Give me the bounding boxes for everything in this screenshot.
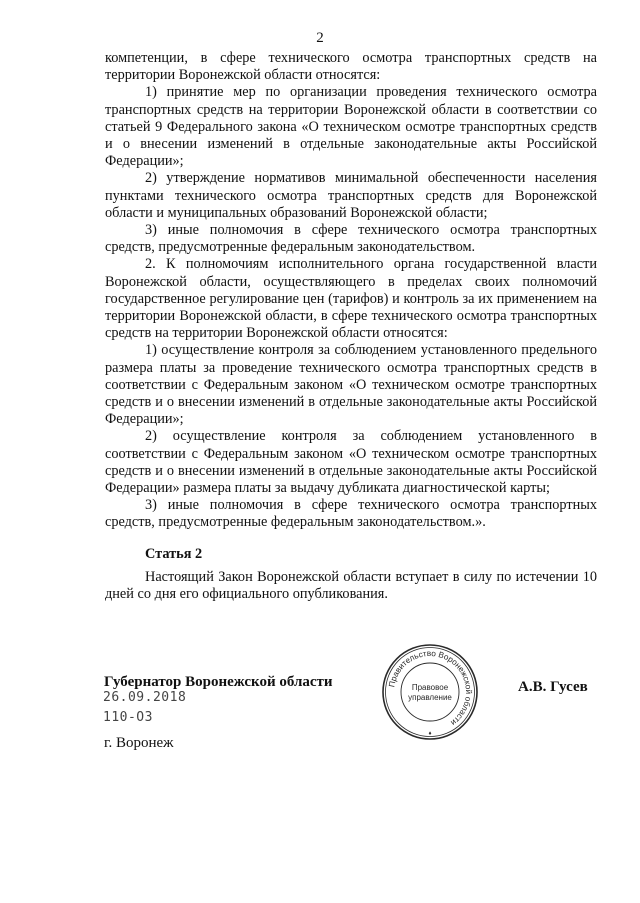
seal-graphic xyxy=(380,642,480,742)
document-body xyxy=(105,50,597,603)
svg-text:управление: управление xyxy=(408,693,452,702)
article-heading: Статья 2 xyxy=(145,545,203,562)
page-number: 2 xyxy=(316,30,324,46)
paragraph: 3) иные полномочия в сфере технического осмотра транспортных средств, предусмотренные федеральным законодательством.». xyxy=(105,497,597,531)
signatory-name: А.В. Гусев xyxy=(518,679,588,695)
law-number: 110-ОЗ xyxy=(103,710,153,725)
paragraph: 1) осуществление контроля за соблюдением установленного предельного размера платы за проведение технического осмотра транспортных средств в соответствии с Федеральным законом «О техническом осмотре транспортных средств и о внесении изменений в отдельные законодательные акты Российской Федерации»; xyxy=(105,342,597,428)
paragraph: 2) осуществление контроля за соблюдением установленного в соответствии с Федеральным законом «О техническом осмотре транспортных средств и о внесении изменений в отдельные законодательные акты Российской Федерации» размера платы за выдачу дубликата диагностической карты; xyxy=(105,428,597,497)
signing-city: г. Воронеж xyxy=(104,735,174,751)
svg-text:♦: ♦ xyxy=(428,731,432,737)
signing-date: 26.09.2018 xyxy=(103,690,187,705)
official-seal xyxy=(380,642,480,742)
svg-text:Правительство Воронежской обла: Правительство Воронежской области xyxy=(387,648,474,728)
paragraph: компетенции, в сфере технического осмотра транспортных средств на территории Воронежской области относятся: xyxy=(105,50,597,84)
article-paragraph: Настоящий Закон Воронежской области вступает в силу по истечении 10 дней со дня его официального опубликования. xyxy=(105,568,597,603)
svg-text:Правовое: Правовое xyxy=(411,683,449,692)
paragraph: 2) утверждение нормативов минимальной обеспеченности населения пунктами технического осмотра транспортных средств для Воронежской области и муниципальных образований Воронежской области; xyxy=(105,170,597,221)
paragraph: 1) принятие мер по организации проведения технического осмотра транспортных средств на территории Воронежской области в соответствии со статьей 9 Федерального закона «О техническом осмотре транспортных средств и о внесении изменений в отдельные законодательные акты Российской Федерации»; xyxy=(105,84,597,170)
paragraph: 3) иные полномочия в сфере технического осмотра транспортных средств, предусмотренные федеральным законодательством. xyxy=(105,222,597,256)
paragraph: 2. К полномочиям исполнительного органа государственной власти Воронежской области, осуществляющего в пределах своих полномочий государственное регулирование цен (тарифов) и контроль за их применением на территории Воронежской области, в сфере технического осмотра транспортных средств на территории Воронежской области относятся: xyxy=(105,256,597,342)
signatory-title: Губернатор Воронежской области xyxy=(104,674,333,690)
